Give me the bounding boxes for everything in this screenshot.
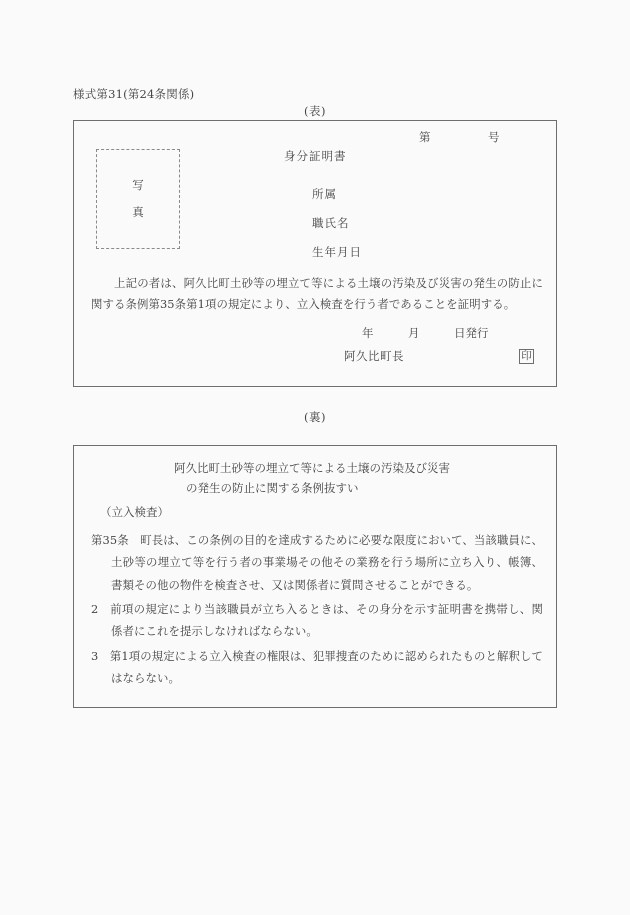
field-title-and-name: 職氏名: [312, 216, 350, 230]
issue-date-line: 年 月 日発行: [362, 326, 489, 340]
front-side-caption: (表): [304, 104, 326, 118]
article-paragraph-3-text: 第1項の規定による立入検査の権限は、犯罪捜査のために認められたものと解釈してはならない。: [109, 648, 543, 686]
article-paragraph-1-lead: 第35条: [91, 533, 141, 547]
article-paragraph-2-lead: 2: [91, 602, 111, 617]
field-affiliation: 所属: [312, 187, 337, 201]
issuer-name: 阿久比町長: [344, 349, 404, 363]
form-number-label: 様式第31(第24条関係): [73, 87, 195, 101]
id-card-front-box: [73, 120, 557, 387]
article-paragraph-3-lead: 3: [91, 648, 110, 663]
ordinance-excerpt-title: [174, 458, 504, 498]
field-date-of-birth: 生年月日: [312, 245, 362, 259]
article-paragraph-1-text: 町長は、この条例の目的を達成するために必要な限度において、当該職員に、土砂等の埋立て等を行う者の事業場その他その業務を行う場所に立ち入り、帳簿、書類その他の物件を検査させ、又は関係者に質問させることができる。: [111, 533, 543, 592]
article-paragraph-1: [91, 529, 543, 596]
issuer-row: [344, 348, 534, 364]
article-paragraph-3: [91, 645, 543, 690]
ordinance-title-line-2: の発生の防止に関する条例抜すい: [186, 481, 359, 496]
certification-statement: 上記の者は、阿久比町土砂等の埋立て等による土壌の汚染及び災害の発生の防止に関する条例第35条第1項の規定により、立入検査を行う者であることを証明する。: [91, 276, 543, 312]
article-text-block: [91, 529, 543, 691]
seal-stamp-icon: 印: [519, 349, 534, 364]
article-heading: （立入検査）: [100, 505, 169, 519]
article-paragraph-2-text: 前項の規定により当該職員が立ち入るときは、その身分を示す証明書を携帯し、関係者にこれを提示しなければならない。: [110, 602, 543, 639]
card-title: 身分証明書: [284, 149, 347, 163]
photo-char-2: 真: [132, 205, 144, 219]
card-field-list: [312, 186, 362, 260]
back-side-caption: (裏): [304, 410, 326, 424]
ordinance-title-line-1: 阿久比町土砂等の埋立て等による土壌の汚染及び災害: [174, 461, 450, 475]
photo-placeholder-box: [96, 149, 180, 249]
article-paragraph-2: [91, 598, 543, 643]
serial-number-field: 第 号: [419, 130, 500, 144]
photo-char-1: 写: [132, 177, 144, 192]
id-card-back-box: [73, 445, 557, 708]
